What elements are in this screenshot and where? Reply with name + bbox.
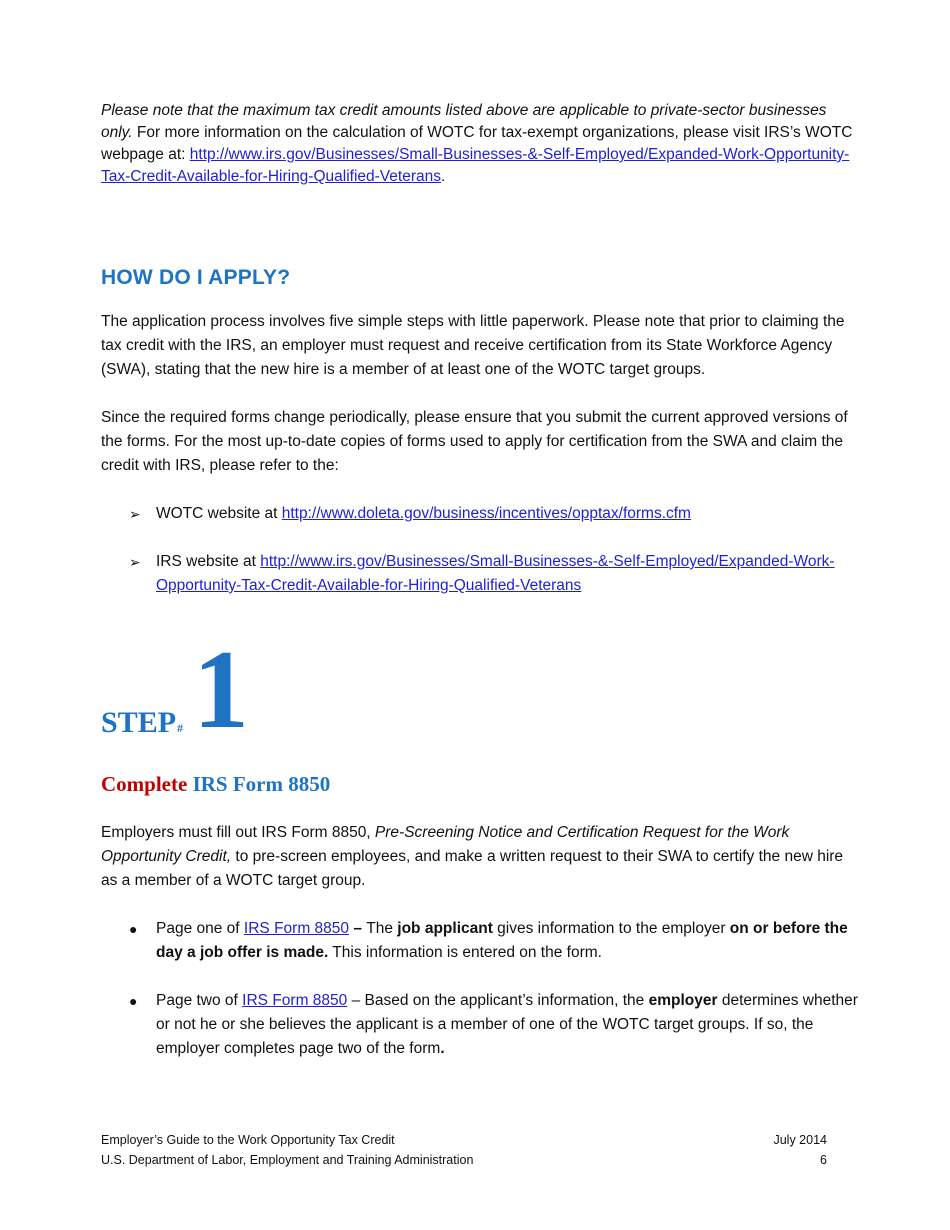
list-item-page-one xyxy=(101,917,861,965)
page-two-dash: – xyxy=(347,992,365,1009)
irs-veterans-link[interactable]: http://www.irs.gov/Businesses/Small-Businesses-&-Self-Employed/Expanded-Work-Opportunity-Tax-Credit-Available-for-Hiring-Qualified-Veterans xyxy=(156,553,835,594)
page-one-text-2: gives information to the employer xyxy=(492,920,730,937)
wotc-website-label: WOTC website at xyxy=(156,505,282,522)
irs-form-8850-link-page-two[interactable]: IRS Form 8850 xyxy=(242,992,348,1009)
apply-paragraph-1: The application process involves five simple steps with little paperwork. Please note that prior to claiming the tax credit with the IRS, an employer must request and receive certification from its State Workforce Agency (SWA), stating that the new hire is a member of at least one of the WOTC target groups. xyxy=(101,313,845,378)
complete-para-start: Employers must fill out IRS Form 8850, xyxy=(101,824,375,841)
irs-form-title: IRS Form 8850 xyxy=(187,772,331,796)
wotc-forms-link[interactable]: http://www.doleta.gov/business/incentives/opptax/forms.cfm xyxy=(281,505,691,522)
bullet-dot-icon: ● xyxy=(129,921,138,937)
page-one-text-1: The xyxy=(366,920,398,937)
step-word: STEP xyxy=(101,706,177,739)
list-item-wotc-website xyxy=(101,502,861,526)
footer-row-1 xyxy=(101,1130,827,1150)
page-two-text-2: determines whether or not he or she believes the applicant is a member of one of the WOTC target groups. If so, the employer completes page two of the form xyxy=(156,992,858,1057)
step-hash: # xyxy=(177,721,183,735)
form-title-italic: Pre-Screening Notice and Certification Request for the Work Opportunity Credit, xyxy=(101,824,790,865)
step-number: 1 xyxy=(193,628,249,752)
apply-paragraph-2: Since the required forms change periodically, please ensure that you submit the current approved versions of the forms. For the most up-to-date copies of forms used to apply for certification from the SWA and claim the credit with IRS, please refer to the: xyxy=(101,409,848,474)
page-one-dash: – xyxy=(349,920,367,937)
footer-guide-title: Employer’s Guide to the Work Opportunity Tax Credit xyxy=(101,1133,395,1147)
page-two-bold-2: . xyxy=(440,1040,445,1057)
bullet-dot-icon: ● xyxy=(129,993,138,1009)
page-one-bold-1: job applicant xyxy=(397,920,493,937)
footer-row-2 xyxy=(101,1150,827,1170)
page-footer xyxy=(101,1130,827,1170)
page-two-bold-1: employer xyxy=(648,992,718,1009)
irs-wotc-link[interactable]: http://www.irs.gov/Businesses/Small-Businesses-&-Self-Employed/Expanded-Work-Opportunity-Tax-Credit-Available-for-Hiring-Qualified-Veterans xyxy=(101,146,850,185)
intro-paragraph xyxy=(101,100,861,188)
complete-paragraph xyxy=(101,821,861,893)
document-page xyxy=(101,100,861,1061)
irs-website-label: IRS website at xyxy=(156,553,261,570)
complete-word: Complete xyxy=(101,772,188,796)
form-pages-list xyxy=(101,917,861,1061)
arrow-bullet-icon: ➢ xyxy=(129,506,141,522)
page-one-bold-2: on or before the day a job offer is made. xyxy=(156,920,848,961)
how-apply-heading: HOW DO I APPLY? xyxy=(101,266,291,289)
irs-form-8850-link-page-one[interactable]: IRS Form 8850 xyxy=(243,920,350,937)
intro-text: For more information on the calculation of WOTC for tax-exempt organizations, please visit IRS’s WOTC webpage at: xyxy=(101,124,853,163)
list-item-page-two xyxy=(101,989,861,1061)
arrow-bullet-icon: ➢ xyxy=(129,554,141,570)
intro-end: . xyxy=(441,168,446,185)
forms-links-list xyxy=(101,502,861,598)
page-two-lead: Page two of xyxy=(156,992,243,1009)
step-heading xyxy=(101,628,861,752)
intro-italic: Please note that the maximum tax credit amounts listed above are applicable to private-sector businesses only. xyxy=(101,102,827,141)
footer-page-number: 6 xyxy=(820,1153,827,1167)
page-one-text-3: This information is entered on the form. xyxy=(328,944,602,961)
page-one-lead: Page one of xyxy=(156,920,244,937)
complete-para-end: to pre-screen employees, and make a written request to their SWA to certify the new hire as a member of a WOTC target group. xyxy=(101,848,844,889)
footer-department: U.S. Department of Labor, Employment and Training Administration xyxy=(101,1153,474,1167)
list-item-irs-website xyxy=(101,550,861,598)
complete-form-heading xyxy=(101,772,861,797)
footer-date: July 2014 xyxy=(773,1133,827,1147)
page-two-text-1: Based on the applicant’s information, the xyxy=(364,992,649,1009)
